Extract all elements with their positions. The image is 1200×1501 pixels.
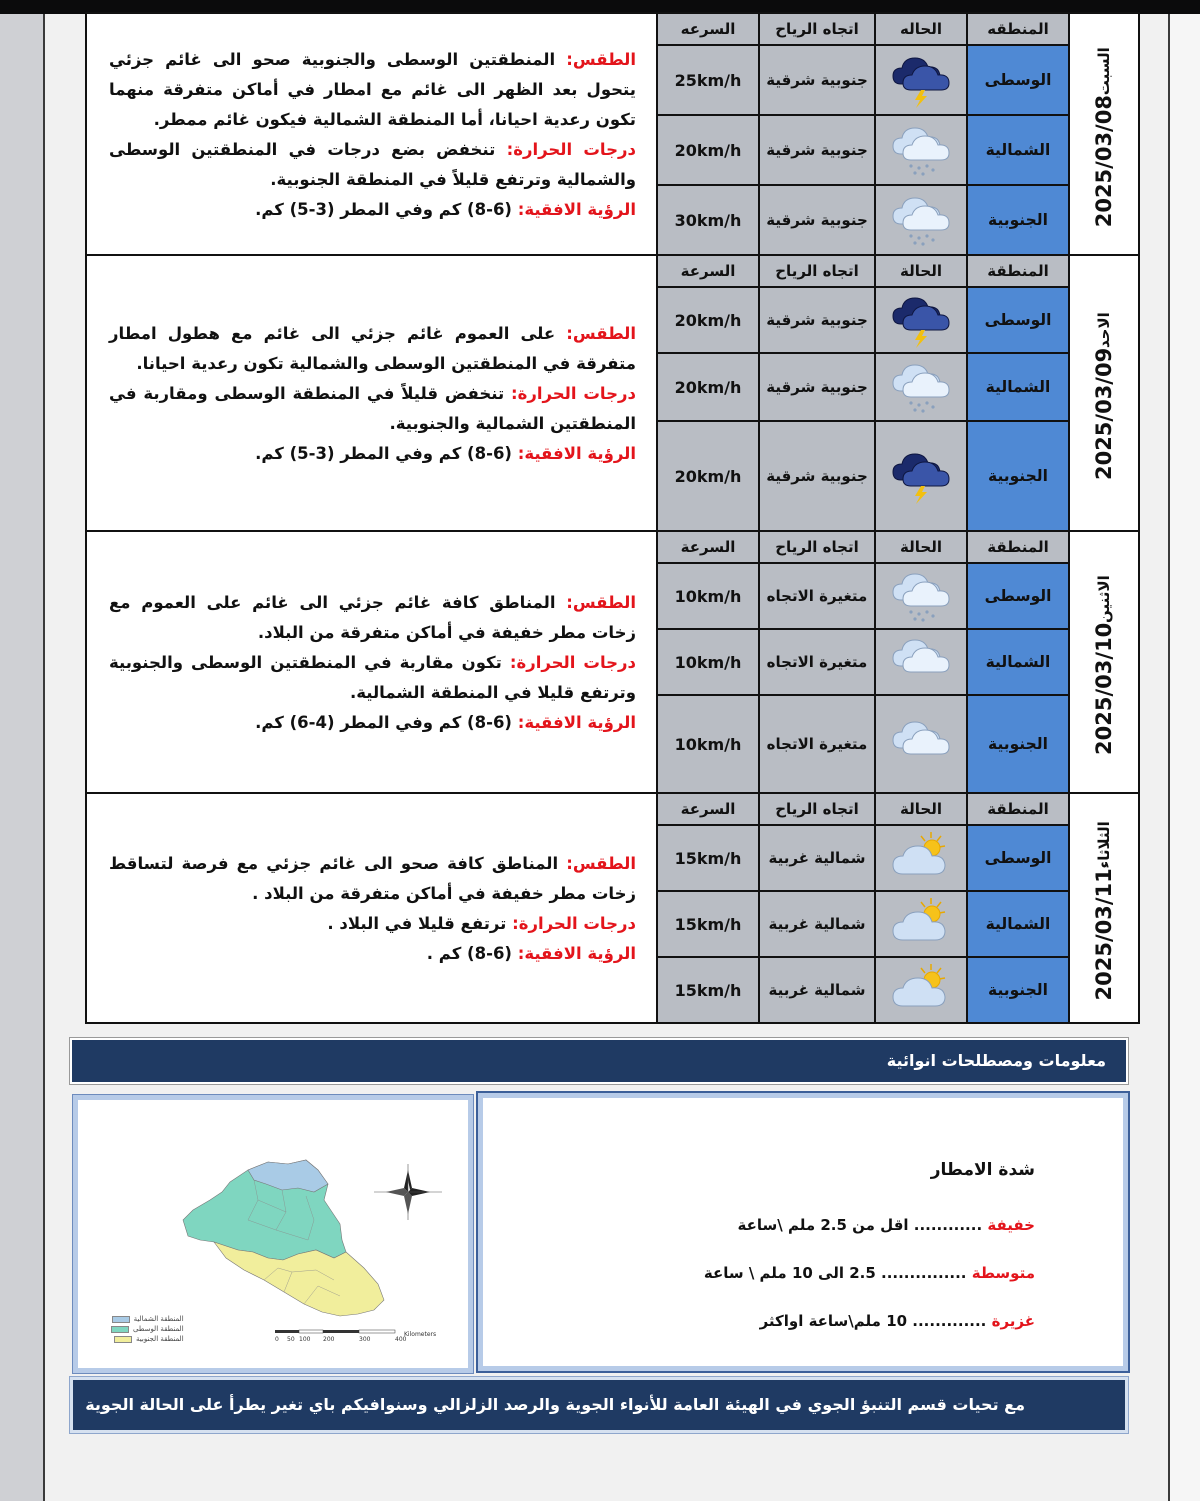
- forecast-table: [85, 12, 1140, 1024]
- weather-line: الطقس: المنطقتين الوسطى والجنوبية صحو الى غائم جزئي يتحول بعد الظهر الى غائم مع امطار في أماكن متفرقة منهما تكون رعدية احيانا، أما المنطقة الشمالية فيكون غائم ممطر.: [109, 50, 636, 129]
- date-cell: [1069, 531, 1139, 793]
- weather-state-cell: [875, 115, 967, 185]
- wind-speed: 15km/h: [657, 891, 759, 957]
- header-wind-direction: اتجاه الرياح: [759, 531, 875, 563]
- regions-map: [73, 1095, 473, 1373]
- day-name: السبت: [1095, 46, 1113, 95]
- day-description: [86, 531, 657, 793]
- rain-intensity-box: [478, 1093, 1128, 1371]
- scale-tick-label: 50: [287, 1336, 295, 1343]
- visibility-line: الرؤية الافقية: (6-8) كم وفي المطر (3-5) كم.: [255, 200, 636, 219]
- wind-direction: شمالية غربية: [759, 957, 875, 1023]
- rain-intensity-title: شدة الامطار: [930, 1160, 1035, 1180]
- region-name: الوسطى: [967, 825, 1069, 891]
- weather-state-cell: [875, 891, 967, 957]
- wind-direction: متغيرة الاتجاه: [759, 695, 875, 793]
- cloud-icon: [887, 675, 955, 694]
- wind-speed: 20km/h: [657, 115, 759, 185]
- region-name: الوسطى: [967, 287, 1069, 353]
- weather-line: الطقس: المناطق كافة غائم جزئي الى غائم على العموم مع زخات مطر خفيفة في أماكن متفرقة من البلاد.: [109, 593, 636, 642]
- legend-swatch: [111, 1326, 129, 1333]
- temperature-line: درجات الحرارة: تنخفض قليلاً في المنطقة الوسطى ومقاربة في المنطقتين الشمالية والجنوبية.: [109, 384, 636, 433]
- wind-direction: متغيرة الاتجاه: [759, 629, 875, 695]
- region-name: الجنوبية: [967, 957, 1069, 1023]
- scale-tick-label: 400: [395, 1336, 407, 1343]
- legend-item: المنطقة الوسطى: [111, 1324, 184, 1334]
- partly-cloudy-icon: [887, 871, 955, 890]
- thunderstorm-icon: [887, 333, 955, 352]
- header-speed: السرعة: [657, 793, 759, 825]
- date-text: 2025/03/09: [1092, 347, 1116, 481]
- header-speed: السرعة: [657, 531, 759, 563]
- legend-swatch: [114, 1336, 132, 1343]
- right-margin: [1170, 14, 1200, 1501]
- region-name: الشمالية: [967, 353, 1069, 421]
- rain-cloud-icon: [887, 233, 955, 252]
- day-description: [86, 255, 657, 531]
- wind-speed: 20km/h: [657, 353, 759, 421]
- header-speed: السرعة: [657, 255, 759, 287]
- rain-row-light: خفيفة ............ اقل من 2.5 ملم \ساعة: [737, 1216, 1035, 1234]
- wind-speed: 30km/h: [657, 185, 759, 255]
- weather-state-cell: [875, 353, 967, 421]
- day-header-row: [86, 255, 1139, 287]
- header-wind-direction: اتجاه الرياح: [759, 793, 875, 825]
- partly-cloudy-icon: [887, 1003, 955, 1022]
- date-cell: [1069, 793, 1139, 1023]
- scale-tick-label: 100: [299, 1336, 311, 1343]
- scale-tick-label: 300: [359, 1336, 371, 1343]
- day-description: [86, 13, 657, 255]
- wind-direction: شمالية غربية: [759, 825, 875, 891]
- temperature-line: درجات الحرارة: ترتفع قليلا في البلاد .: [327, 914, 636, 933]
- date-cell: [1069, 255, 1139, 531]
- wind-direction: جنوبية شرقية: [759, 45, 875, 115]
- wind-speed: 20km/h: [657, 421, 759, 531]
- day-header-row: [86, 13, 1139, 45]
- rain-cloud-icon: [887, 609, 955, 628]
- wind-speed: 10km/h: [657, 629, 759, 695]
- header-wind-direction: اتجاه الرياح: [759, 255, 875, 287]
- header-wind-direction: اتجاه الرياح: [759, 13, 875, 45]
- date-text: 2025/03/10: [1092, 622, 1116, 755]
- temperature-line: درجات الحرارة: تكون مقاربة في المنطقتين الوسطى والجنوبية وترتفع قليلا في المنطقة الشمالية.: [109, 653, 636, 702]
- day-name: الاثنين: [1095, 575, 1113, 623]
- day-description: [86, 793, 657, 1023]
- region-name: الشمالية: [967, 115, 1069, 185]
- weather-state-cell: [875, 957, 967, 1023]
- date-cell: [1069, 13, 1139, 255]
- scale-tick-label: 200: [323, 1336, 335, 1343]
- header-region: المنطقة: [967, 255, 1069, 287]
- visibility-line: الرؤية الافقية: (6-8) كم وفي المطر (4-6) كم.: [255, 713, 636, 732]
- wind-direction: شمالية غربية: [759, 891, 875, 957]
- date-text: 2025/03/08: [1092, 94, 1116, 228]
- wind-direction: جنوبية شرقية: [759, 287, 875, 353]
- map-legend: [111, 1314, 184, 1344]
- region-name: الشمالية: [967, 891, 1069, 957]
- compass-rose-icon: [374, 1164, 442, 1220]
- region-name: الوسطى: [967, 45, 1069, 115]
- map-regions: [183, 1160, 384, 1316]
- footer-banner: مع تحيات قسم التنبؤ الجوي في الهيئة العامة للأنواء الجوية والرصد الزلزالي وسنوافيكم باي تغير يطرأ على الحالة الجوية: [70, 1377, 1128, 1433]
- visibility-line: الرؤية الافقية: (6-8) كم وفي المطر (3-5) كم.: [255, 444, 636, 463]
- scale-bar: [275, 1330, 395, 1333]
- weather-line: الطقس: المناطق كافة صحو الى غائم جزئي مع فرصة لتساقط زخات مطر خفيفة في أماكن متفرقة من البلاد .: [109, 854, 636, 903]
- wind-direction: متغيرة الاتجاه: [759, 563, 875, 629]
- visibility-line: الرؤية الافقية: (6-8) كم .: [426, 944, 636, 963]
- rain-cloud-icon: [887, 163, 955, 182]
- legend-swatch: [112, 1316, 130, 1323]
- rain-row-moderate: متوسطة ............... 2.5 الى 10 ملم \ ساعة: [703, 1264, 1035, 1282]
- legend-item: المنطقة الشمالية: [111, 1314, 184, 1324]
- scale-tick-label: 0: [275, 1336, 279, 1343]
- legend-item: المنطقة الجنوبية: [111, 1334, 184, 1344]
- header-state: الحالة: [875, 531, 967, 563]
- weather-state-cell: [875, 185, 967, 255]
- info-header: معلومات ومصطلحات انوائية: [70, 1038, 1128, 1084]
- weather-state-cell: [875, 45, 967, 115]
- wind-speed: 15km/h: [657, 825, 759, 891]
- wind-speed: 25km/h: [657, 45, 759, 115]
- day-header-row: [86, 531, 1139, 563]
- header-region: المنطقة: [967, 793, 1069, 825]
- temperature-line: درجات الحرارة: تنخفض بضع درجات في المنطقتين الوسطى والشمالية وترتفع قليلاً في المنطقة الجنوبية.: [109, 140, 636, 189]
- header-state: الحالة: [875, 793, 967, 825]
- region-name: الوسطى: [967, 563, 1069, 629]
- wind-speed: 10km/h: [657, 563, 759, 629]
- thunderstorm-icon: [887, 489, 955, 508]
- weather-state-cell: [875, 563, 967, 629]
- wind-direction: جنوبية شرقية: [759, 353, 875, 421]
- rain-row-heavy: غزيرة ............. 10 ملم\ساعة اواكثر: [759, 1312, 1035, 1330]
- weather-state-cell: [875, 421, 967, 531]
- header-region: المنطقة: [967, 531, 1069, 563]
- partly-cloudy-icon: [887, 937, 955, 956]
- weather-line: الطقس: على العموم غائم جزئي الى غائم مع هطول امطار متفرقة في المنطقتين الوسطى والشمالية تكون رعدية احيانا.: [109, 324, 636, 373]
- header-region: المنطقه: [967, 13, 1069, 45]
- wind-speed: 15km/h: [657, 957, 759, 1023]
- wind-direction: جنوبية شرقية: [759, 421, 875, 531]
- wind-direction: جنوبية شرقية: [759, 185, 875, 255]
- header-state: الحالة: [875, 255, 967, 287]
- weather-state-cell: [875, 287, 967, 353]
- header-speed: السرعه: [657, 13, 759, 45]
- region-name: الشمالية: [967, 629, 1069, 695]
- weather-state-cell: [875, 629, 967, 695]
- day-header-row: [86, 793, 1139, 825]
- wind-speed: 10km/h: [657, 695, 759, 793]
- day-name: الاحد: [1095, 311, 1113, 348]
- scale-unit: Kilometers: [404, 1331, 437, 1338]
- wind-direction: جنوبية شرقية: [759, 115, 875, 185]
- date-text: 2025/03/11: [1092, 868, 1116, 1001]
- weather-state-cell: [875, 825, 967, 891]
- region-name: الجنوبية: [967, 185, 1069, 255]
- header-state: الحاله: [875, 13, 967, 45]
- region-name: الجنوبية: [967, 695, 1069, 793]
- region-name: الجنوبية: [967, 421, 1069, 531]
- cloud-icon: [887, 757, 955, 776]
- day-name: الثلاثاء: [1095, 821, 1113, 869]
- wind-speed: 20km/h: [657, 287, 759, 353]
- rain-cloud-icon: [887, 400, 955, 419]
- weather-state-cell: [875, 695, 967, 793]
- thunderstorm-icon: [887, 93, 955, 112]
